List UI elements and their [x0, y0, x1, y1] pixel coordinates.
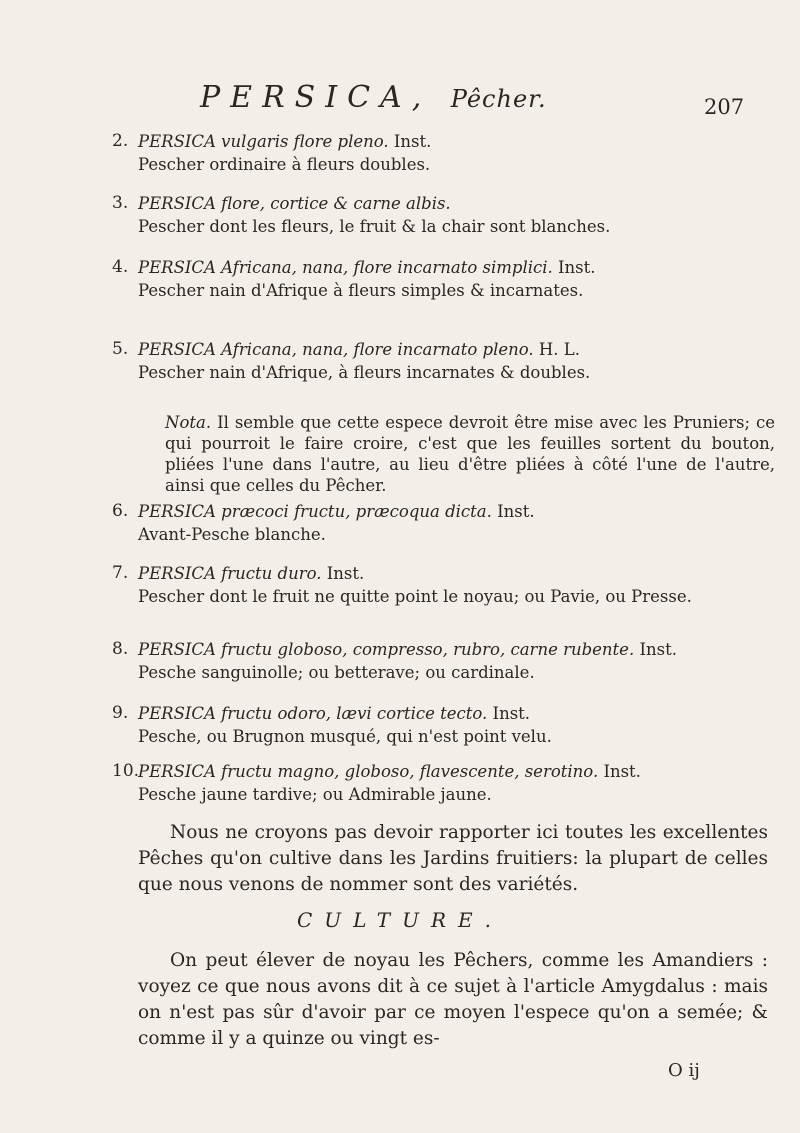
entry-ref: Inst. [497, 502, 535, 521]
entry-latin: PERSICA vulgaris flore pleno. [138, 132, 389, 151]
entry-number: 3. [112, 193, 129, 213]
entry-latin: PERSICA fructu magno, globoso, flavescente, serotino. [138, 762, 599, 781]
paragraph-culture: On peut élever de noyau les Pêchers, comme les Amandiers : voyez ce que nous avons dit à ce sujet à l'article Amygdalus : mais on n'est pas sûr d'avoir par ce moyen l'espece qu'on a semée; & comme il y a quinze ou vingt es- [138, 950, 768, 1049]
entry-10 [112, 760, 758, 806]
entry-2 [112, 130, 758, 176]
entry-ref: Inst. [393, 132, 432, 151]
entry-ref: Inst. [492, 704, 531, 723]
entry-3 [112, 192, 758, 238]
section-heading-culture: CULTURE. [296, 908, 504, 932]
entry-8 [112, 638, 758, 684]
entry-latin: PERSICA præcoci fructu, præcoqua dicta. [138, 502, 492, 521]
entry-number: 4. [112, 257, 129, 277]
entry-latin: PERSICA Africana, nana, flore incarnato simplici. [138, 258, 553, 277]
entry-number: 9. [112, 703, 129, 723]
entry-latin: PERSICA fructu odoro, lævi cortice tecto. [138, 704, 488, 723]
running-head-french: Pêcher. [450, 85, 547, 113]
entry-french: Pescher nain d'Afrique à fleurs simples & incarnates. [138, 281, 584, 300]
entry-french: Pesche, ou Brugnon musqué, qui n'est point velu. [138, 727, 552, 746]
entry-ref: Inst. [639, 640, 677, 659]
nota-note [165, 412, 775, 496]
running-head-latin: PERSICA, [200, 80, 432, 115]
entry-french: Pescher dont les fleurs, le fruit & la chair sont blanches. [138, 217, 611, 236]
entry-french: Pescher nain d'Afrique, à fleurs incarnates & doubles. [138, 363, 591, 382]
entry-ref: Inst. [558, 258, 596, 277]
entry-number: 2. [112, 131, 129, 151]
entry-4 [112, 256, 758, 302]
signature-mark: O ij [668, 1060, 700, 1081]
running-head [200, 80, 547, 115]
entry-7 [112, 562, 758, 608]
paragraph-varieties: Nous ne croyons pas devoir rapporter ici toutes les excellentes Pêches qu'on cultive dans les Jardins fruitiers: la plupart de celles que nous venons de nommer sont des variétés. [138, 822, 768, 895]
entry-number: 6. [112, 501, 129, 521]
entry-french: Pescher dont le fruit ne quitte point le noyau; ou Pavie, ou Presse. [138, 587, 692, 606]
page-number: 207 [704, 95, 745, 119]
entry-ref: Inst. [603, 762, 641, 781]
entry-number: 5. [112, 339, 129, 359]
entry-latin: PERSICA Africana, nana, flore incarnato pleno. [138, 340, 534, 359]
note-text: Il semble que cette espece devroit être mise avec les Pruniers; ce qui pourroit le faire croire, c'est que les feuilles sortent du bouton, pliées l'une dans l'autre, au lieu d'être pliées à côté l'une de l'autre, ainsi que celles du Pêcher. [165, 413, 775, 495]
entry-french: Pescher ordinaire à fleurs doubles. [138, 155, 431, 174]
entry-french: Pesche sanguinolle; ou betterave; ou cardinale. [138, 663, 535, 682]
entry-french: Pesche jaune tardive; ou Admirable jaune. [138, 785, 492, 804]
entry-french: Avant-Pesche blanche. [138, 525, 326, 544]
entry-ref: Inst. [326, 564, 365, 583]
entry-6 [112, 500, 758, 546]
entry-number: 8. [112, 639, 129, 659]
entry-5 [112, 338, 758, 384]
entry-ref: H. L. [538, 340, 580, 359]
note-label: Nota. [165, 413, 212, 432]
entry-latin: PERSICA flore, cortice & carne albis. [138, 194, 451, 213]
entry-number: 7. [112, 563, 129, 583]
entry-latin: PERSICA fructu duro. [138, 564, 322, 583]
entry-latin: PERSICA fructu globoso, compresso, rubro, carne rubente. [138, 640, 635, 659]
entry-number: 10. [112, 761, 140, 781]
entry-9 [112, 702, 758, 748]
